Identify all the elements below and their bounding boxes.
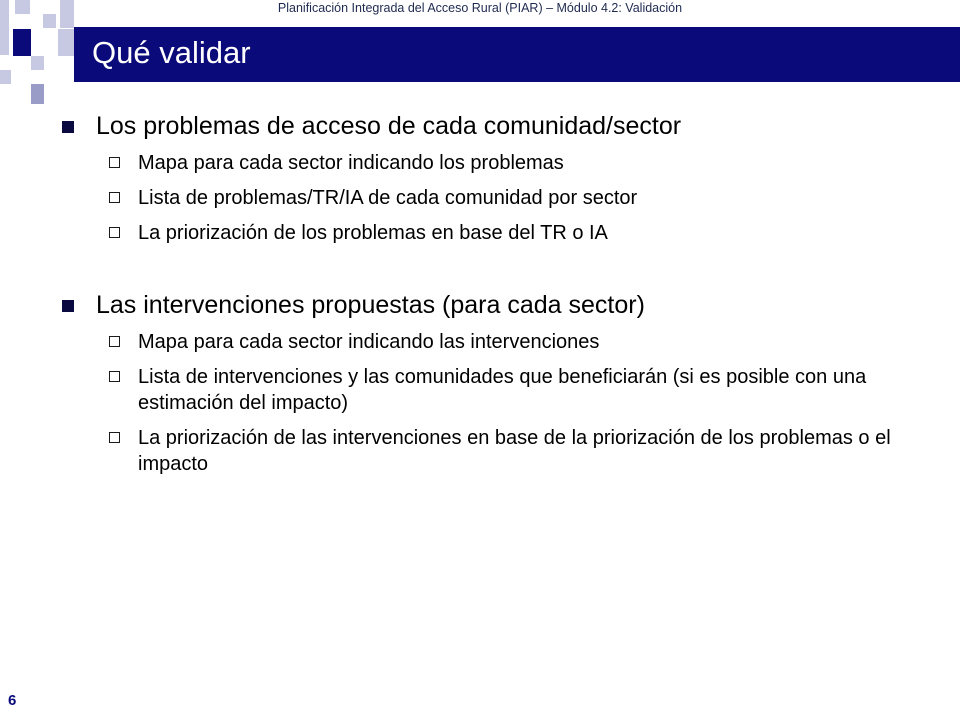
list-item-text: La priorización de los problemas en base del TR o IA <box>138 222 608 244</box>
square-bullet-icon <box>62 300 74 312</box>
page-number: 6 <box>8 692 17 709</box>
hollow-square-bullet-icon <box>109 371 120 382</box>
slide-content <box>60 111 930 477</box>
list-item <box>60 150 930 176</box>
square-bullet-icon <box>62 121 74 133</box>
hollow-square-bullet-icon <box>109 157 120 168</box>
list-item <box>60 220 930 246</box>
section-heading-text: Las intervenciones propuestas (para cada sector) <box>96 291 645 319</box>
list-item <box>60 425 930 477</box>
section-heading-text: Los problemas de acceso de cada comunidad/sector <box>96 112 682 140</box>
hollow-square-bullet-icon <box>109 432 120 443</box>
hollow-square-bullet-icon <box>109 192 120 203</box>
decor-square <box>31 84 44 104</box>
list-item-text: Lista de intervenciones y las comunidades que beneficiarán (si es posible con una estimación del impacto) <box>138 366 867 414</box>
decor-square <box>13 29 31 56</box>
section-heading <box>60 290 930 320</box>
header-text: Planificación Integrada del Acceso Rural (PIAR) – Módulo 4.2: Validación <box>277 1 683 15</box>
list-item <box>60 185 930 211</box>
hollow-square-bullet-icon <box>109 227 120 238</box>
decor-square <box>58 29 74 56</box>
decor-square <box>31 56 44 70</box>
list-item <box>60 364 930 416</box>
section-heading <box>60 111 930 141</box>
decor-square <box>43 14 56 28</box>
list-item <box>60 329 930 355</box>
list-item-text: La priorización de las intervenciones en base de la priorización de los problemas o el impacto <box>138 427 891 475</box>
hollow-square-bullet-icon <box>109 336 120 347</box>
list-item-text: Lista de problemas/TR/IA de cada comunidad por sector <box>138 187 638 209</box>
list-item-text: Mapa para cada sector indicando las intervenciones <box>138 331 600 353</box>
list-item-text: Mapa para cada sector indicando los problemas <box>138 152 564 174</box>
decor-square <box>0 70 11 84</box>
slide-title: Qué validar <box>92 35 251 70</box>
